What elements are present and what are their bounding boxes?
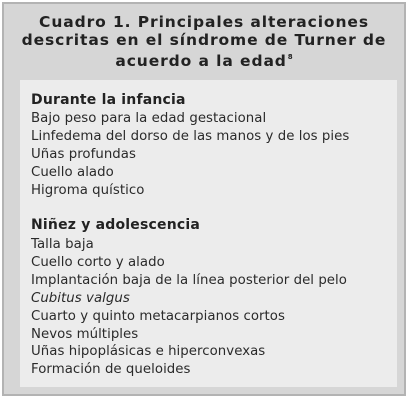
list-item: Bajo peso para la edad gestacional <box>31 111 267 126</box>
section-heading-childhood-adolescence: Niñez y adolescencia <box>31 217 201 233</box>
list-item: Cubitus valgus <box>31 290 130 306</box>
list-item: Cuello corto y alado <box>31 254 165 270</box>
list-item: Uñas hipoplásicas e hiperconvexas <box>31 344 266 360</box>
list-item: Formación de queloides <box>31 362 191 378</box>
table-frame <box>2 2 406 396</box>
title-line-3 <box>4 49 404 71</box>
section-heading-infancy: Durante la infancia <box>31 92 186 108</box>
list-item: Talla baja <box>31 237 94 252</box>
list-item: Implantación baja de la línea posterior del pelo <box>31 272 347 288</box>
reference-superscript: 8 <box>287 53 293 61</box>
infancy-list <box>31 110 349 200</box>
title-line-1: Cuadro 1. Principales alteraciones <box>39 13 369 31</box>
title-line-3-text: acuerdo a la edad <box>115 52 287 70</box>
title-line-2: descritas en el síndrome de Turner de <box>21 30 387 49</box>
list-item: Uñas profundas <box>31 146 136 162</box>
childhood-adolescence-list <box>31 236 347 379</box>
list-item: Linfedema del dorso de las manos y de los pies <box>31 128 350 144</box>
table-title <box>4 14 404 71</box>
list-item: Cuello alado <box>31 164 114 180</box>
list-item: Nevos múltiples <box>31 326 139 342</box>
list-item: Higroma quístico <box>31 182 145 198</box>
list-item: Cuarto y quinto metacarpianos cortos <box>31 308 285 324</box>
content-panel <box>20 80 397 387</box>
